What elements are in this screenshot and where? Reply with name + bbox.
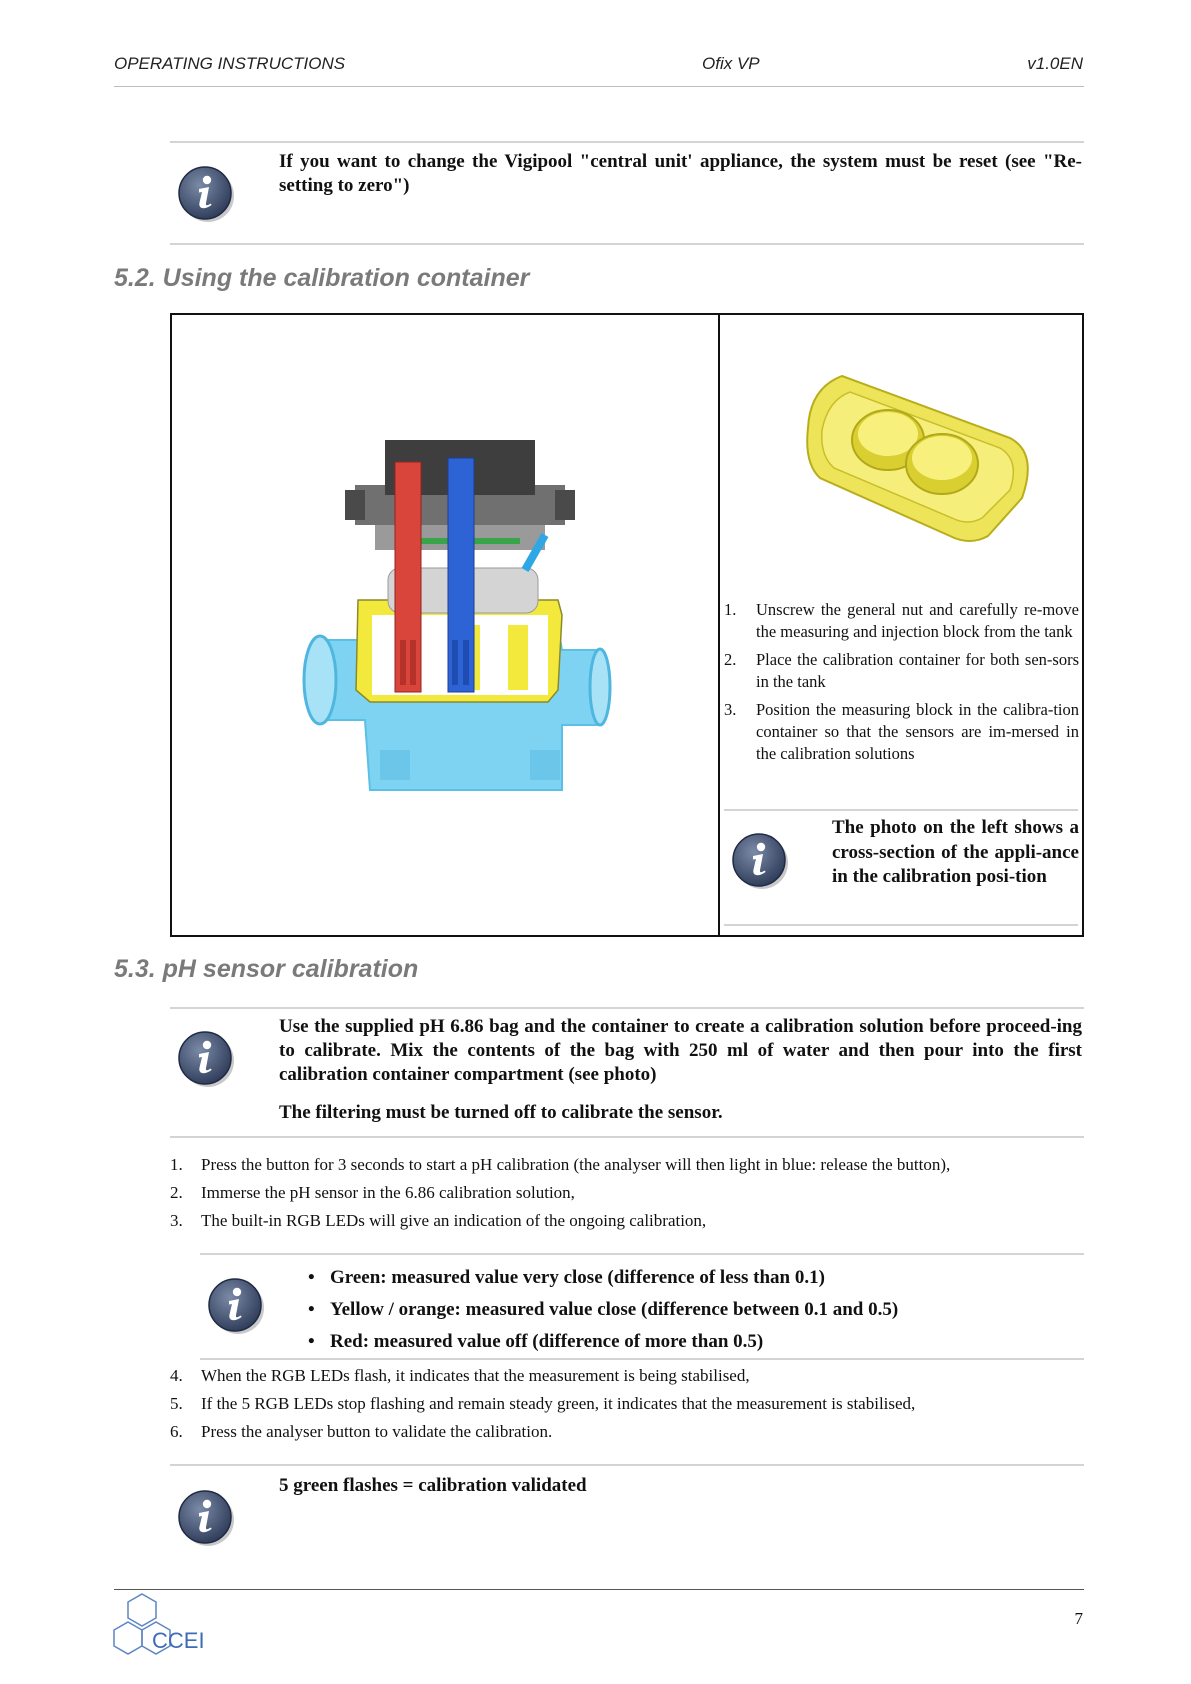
step-text: Press the analyser button to validate the calibration. <box>201 1422 553 1441</box>
info-icon <box>730 830 790 890</box>
header-version: v1.0EN <box>1027 54 1083 73</box>
ccei-logo <box>112 1592 212 1662</box>
step-number: 1. <box>170 1155 183 1174</box>
list-item <box>170 1362 1090 1390</box>
note-bottom-rule <box>170 1136 1084 1138</box>
note-top-rule <box>200 1253 1084 1255</box>
step-text: Unscrew the general nut and carefully re-move the measuring and injection block from the tank <box>756 600 1079 641</box>
step-number: 2. <box>170 1183 183 1202</box>
step-text: If the 5 RGB LEDs stop flashing and remain steady green, it indicates that the measurement is stabilised, <box>201 1394 916 1413</box>
step-number: 2. <box>724 650 737 669</box>
step-text: Position the measuring block in the calibra-tion container so that the sensors are im-mersed in the calibration solutions <box>756 700 1079 763</box>
note-calibration-validated: 5 green flashes = calibration validated <box>279 1475 587 1496</box>
step-text: Press the button for 3 seconds to start a pH calibration (the analyser will then light in blue: release the button), <box>201 1155 951 1174</box>
header-doc-title: OPERATING INSTRUCTIONS <box>114 54 346 73</box>
list-item <box>170 1207 1090 1235</box>
step-text: When the RGB LEDs flash, it indicates that the measurement is being stabilised, <box>201 1366 750 1385</box>
footer-divider <box>114 1589 1084 1590</box>
step-number: 3. <box>724 700 737 719</box>
step-number: 5. <box>170 1394 183 1413</box>
page-number: 7 <box>1074 1609 1083 1628</box>
list-item <box>170 1390 1090 1418</box>
note-top-rule <box>170 141 1084 143</box>
note-bottom-rule <box>170 243 1084 245</box>
info-icon <box>176 1487 236 1547</box>
list-item <box>724 599 1079 643</box>
step-number: 3. <box>170 1211 183 1230</box>
led-indication-list <box>308 1262 898 1358</box>
note-cross-section: The photo on the left shows a cross-section of the appli-ance in the calibration posi-tion <box>832 817 1079 887</box>
list-item <box>724 699 1079 765</box>
section-title-calibration-container: 5.2. Using the calibration container <box>114 264 530 292</box>
note-top-rule <box>170 1007 1084 1009</box>
step-number: 1. <box>724 600 737 619</box>
appliance-cross-section-illustration <box>300 440 660 800</box>
list-item <box>170 1151 1090 1179</box>
header-product-name: Ofix VP <box>702 54 760 73</box>
list-item <box>724 649 1079 693</box>
list-item: • Yellow / orange: measured value close (difference between 0.1 and 0.5) <box>308 1294 898 1326</box>
info-icon <box>176 1028 236 1088</box>
step-text: Place the calibration container for both sen-sors in the tank <box>756 650 1079 691</box>
section-title-ph-calibration: 5.3. pH sensor calibration <box>114 955 419 983</box>
list-item <box>170 1418 1090 1446</box>
step-text: The built-in RGB LEDs will give an indication of the ongoing calibration, <box>201 1211 707 1230</box>
calibration-container-illustration <box>800 368 1040 548</box>
note-bottom-rule <box>200 1358 1084 1360</box>
list-item: • Red: measured value off (difference of more than 0.5) <box>308 1326 898 1358</box>
calibration-container-steps <box>724 599 1079 771</box>
note-filtering-off: The filtering must be turned off to calibrate the sensor. <box>279 1102 723 1123</box>
note-bottom-rule <box>724 924 1078 926</box>
note-top-rule <box>170 1464 1084 1466</box>
list-item <box>170 1179 1090 1207</box>
ccei-logo-text: CCEI <box>152 1628 205 1653</box>
step-number: 6. <box>170 1422 183 1441</box>
info-icon <box>176 163 236 223</box>
calibration-table-divider <box>718 313 720 937</box>
step-text: Immerse the pH sensor in the 6.86 calibration solution, <box>201 1183 575 1202</box>
step-number: 4. <box>170 1366 183 1385</box>
note-top-rule <box>724 809 1078 811</box>
list-item: • Green: measured value very close (difference of less than 0.1) <box>308 1262 898 1294</box>
header-divider <box>114 86 1084 87</box>
note-reset-system: If you want to change the Vigipool "central unit' appliance, the system must be reset (see "Re-setting to zero") <box>279 151 1082 196</box>
ph-calibration-steps-part1 <box>170 1151 1090 1235</box>
ph-calibration-steps-part2 <box>170 1362 1090 1446</box>
note-calibration-solution: Use the supplied pH 6.86 bag and the container to create a calibration solution before proceed-ing to calibrate. Mix the contents of the bag with 250 ml of water and then pour into the first calibration container compartment (see photo) <box>279 1016 1082 1085</box>
info-icon <box>206 1275 266 1335</box>
